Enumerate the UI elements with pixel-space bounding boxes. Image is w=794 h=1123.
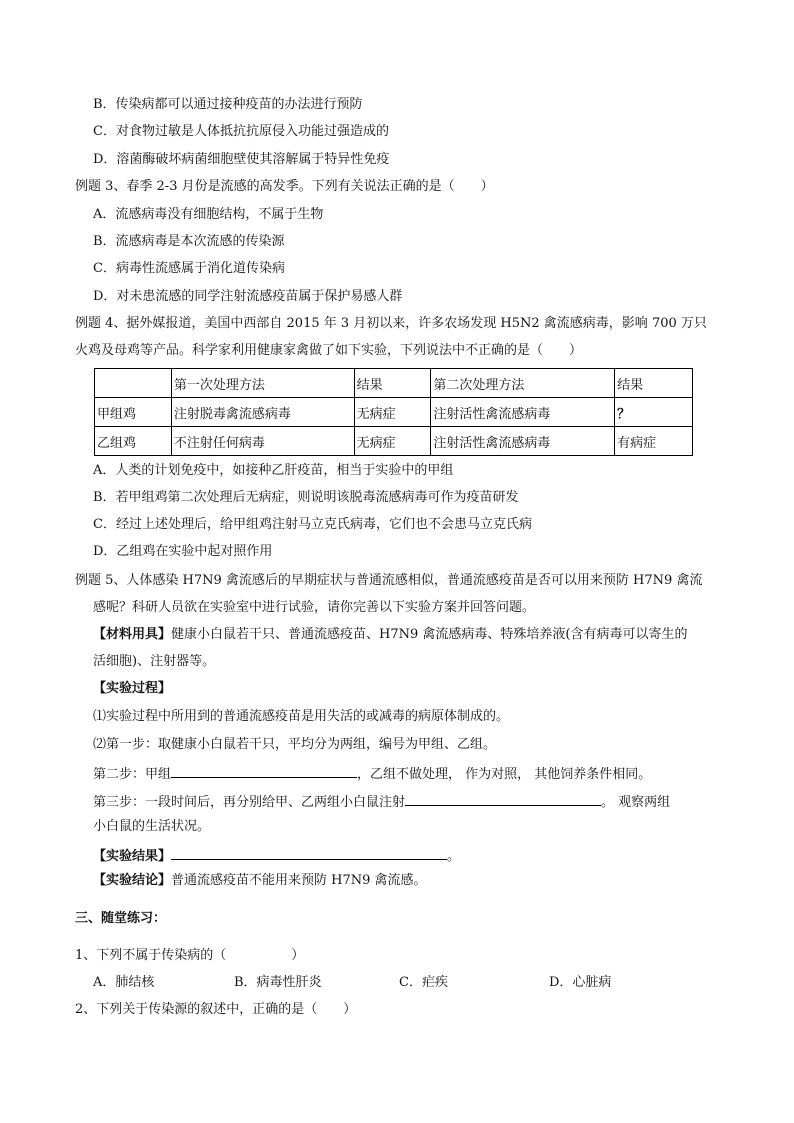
example-3-question: 例题 3、春季 2-3 月份是流感的高发季。下列有关说法正确的是（ ） (75, 179, 494, 194)
conclusion-line (93, 872, 427, 890)
table-header-cell (95, 369, 172, 398)
example-4-option-c: C．经过上述处理后，给甲组鸡注射马立克氏病毒，它们也不会患马立克氏病 (93, 517, 532, 532)
example-3-option-c: C．病毒性流感属于消化道传染病 (93, 261, 285, 276)
option-d-line: D．溶菌酶破坏病菌细胞壁使其溶解属于特异性免疫 (93, 152, 390, 167)
table-cell: 无病症 (354, 398, 431, 427)
example-4-option-a: A．人类的计划免疫中，如接种乙肝疫苗，相当于实验中的甲组 (93, 463, 454, 478)
example-4-option-b: B．若甲组鸡第二次处理后无病症，则说明该脱毒流感病毒可作为疫苗研发 (93, 490, 519, 505)
example-5-question-line2: 感呢？科研人员欲在实验室中进行试验，请你完善以下实验方案并回答问题。 (93, 600, 536, 615)
materials-label: 【材料用具】 (93, 627, 172, 642)
option-c-line: C．对食物过敏是人体抵抗抗原侵入功能过强造成的 (93, 124, 389, 139)
table-row (95, 398, 693, 427)
practice-question-1: 1、下列不属于传染病的（ ） (75, 948, 305, 963)
example-4-question-line2: 火鸡及母鸡等产品。科学家利用健康家禽做了如下实验，下列说法中不正确的是（ ） (75, 343, 583, 358)
process-step-1: ⑴实验过程中所用到的普通流感疫苗是用失活的或减毒的病原体制成的。 (93, 709, 510, 724)
step3-prefix: 第三步：一段时间后，再分别给甲、乙两组小白鼠注射 (93, 795, 406, 810)
materials-text: 健康小白鼠若干只、普通流感疫苗、H7N9 禽流感病毒、特殊培养液(含有病毒可以寄生的 (171, 627, 688, 642)
answer-blank-step2[interactable] (171, 763, 357, 778)
example-4-option-d: D．乙组鸡在实验中起对照作用 (93, 544, 273, 559)
table-cell: 甲组鸡 (95, 398, 172, 427)
section-3-heading: 三、随堂练习： (75, 911, 167, 926)
example-3-option-b: B．流感病毒是本次流感的传染源 (93, 234, 285, 249)
table-header-cell: 结果 (615, 369, 693, 398)
table-header-cell: 第二次处理方法 (431, 369, 615, 398)
conclusion-label: 【实验结论】 (93, 873, 172, 888)
table-cell: 注射活性禽流感病毒 (431, 427, 615, 456)
process-step-2-second (93, 763, 651, 784)
process-step-2: ⑵第一步：取健康小白鼠若干只，平均分为两组，编号为甲组、乙组。 (93, 737, 497, 752)
example-3-option-a: A．流感病毒没有细胞结构，不属于生物 (93, 207, 324, 222)
q1-option-d: D．心脏病 (549, 975, 612, 990)
example-5-question-line1: 例题 5、人体感染 H7N9 禽流感后的早期症状与普通流感相似，普通流感疫苗是否可以用来预防 H7N9 禽流 (75, 573, 703, 588)
process-label: 【实验过程】 (93, 681, 172, 696)
example-3-option-d: D．对未患流感的同学注射流感疫苗属于保护易感人群 (93, 289, 403, 304)
step3-suffix: 。 观察两组 (601, 795, 671, 810)
table-cell: 注射脱毒禽流感病毒 (171, 398, 354, 427)
process-step-3 (93, 791, 670, 812)
example-4-question-line1: 例题 4、据外媒报道，美国中西部自 2015 年 3 月初以来，许多农场发现 H5N2 禽流感病毒，影响 700 万只 (75, 316, 707, 331)
materials-line2: 活细胞)、注射器等。 (93, 654, 216, 669)
result-label: 【实验结果】 (93, 849, 172, 864)
q1-option-b: B．病毒性肝炎 (234, 975, 322, 990)
practice-question-2: 2、下列关于传染源的叙述中，正确的是（ ） (75, 1002, 357, 1017)
table-cell: 不注射任何病毒 (171, 427, 354, 456)
result-end: 。 (447, 849, 461, 864)
table-cell: 有病症 (615, 427, 693, 456)
step2-prefix: 第二步：甲组 (93, 767, 172, 782)
experiment-table (94, 368, 693, 456)
materials-line1 (93, 626, 687, 644)
process-step-3-cont: 小白鼠的生活状况。 (93, 819, 211, 834)
q1-option-a: A．肺结核 (93, 975, 155, 990)
table-header-row (95, 369, 693, 398)
table-cell: 注射活性禽流感病毒 (431, 398, 615, 427)
result-line (93, 845, 460, 866)
table-header-cell: 结果 (354, 369, 431, 398)
table-row (95, 427, 693, 456)
table-cell: 无病症 (354, 427, 431, 456)
option-b-line: B．传染病都可以通过接种疫苗的办法进行预防 (93, 97, 363, 112)
answer-blank-step3[interactable] (405, 791, 601, 806)
table-header-cell: 第一次处理方法 (171, 369, 354, 398)
q1-option-c: C．疟疾 (399, 975, 448, 990)
step2-suffix: ，乙组不做处理， 作为对照， 其他饲养条件相同。 (357, 767, 652, 782)
conclusion-text: 普通流感疫苗不能用来预防 H7N9 禽流感。 (171, 873, 427, 888)
table-cell: 乙组鸡 (95, 427, 172, 456)
answer-blank-result[interactable] (171, 845, 447, 860)
table-cell: ？ (615, 398, 693, 427)
